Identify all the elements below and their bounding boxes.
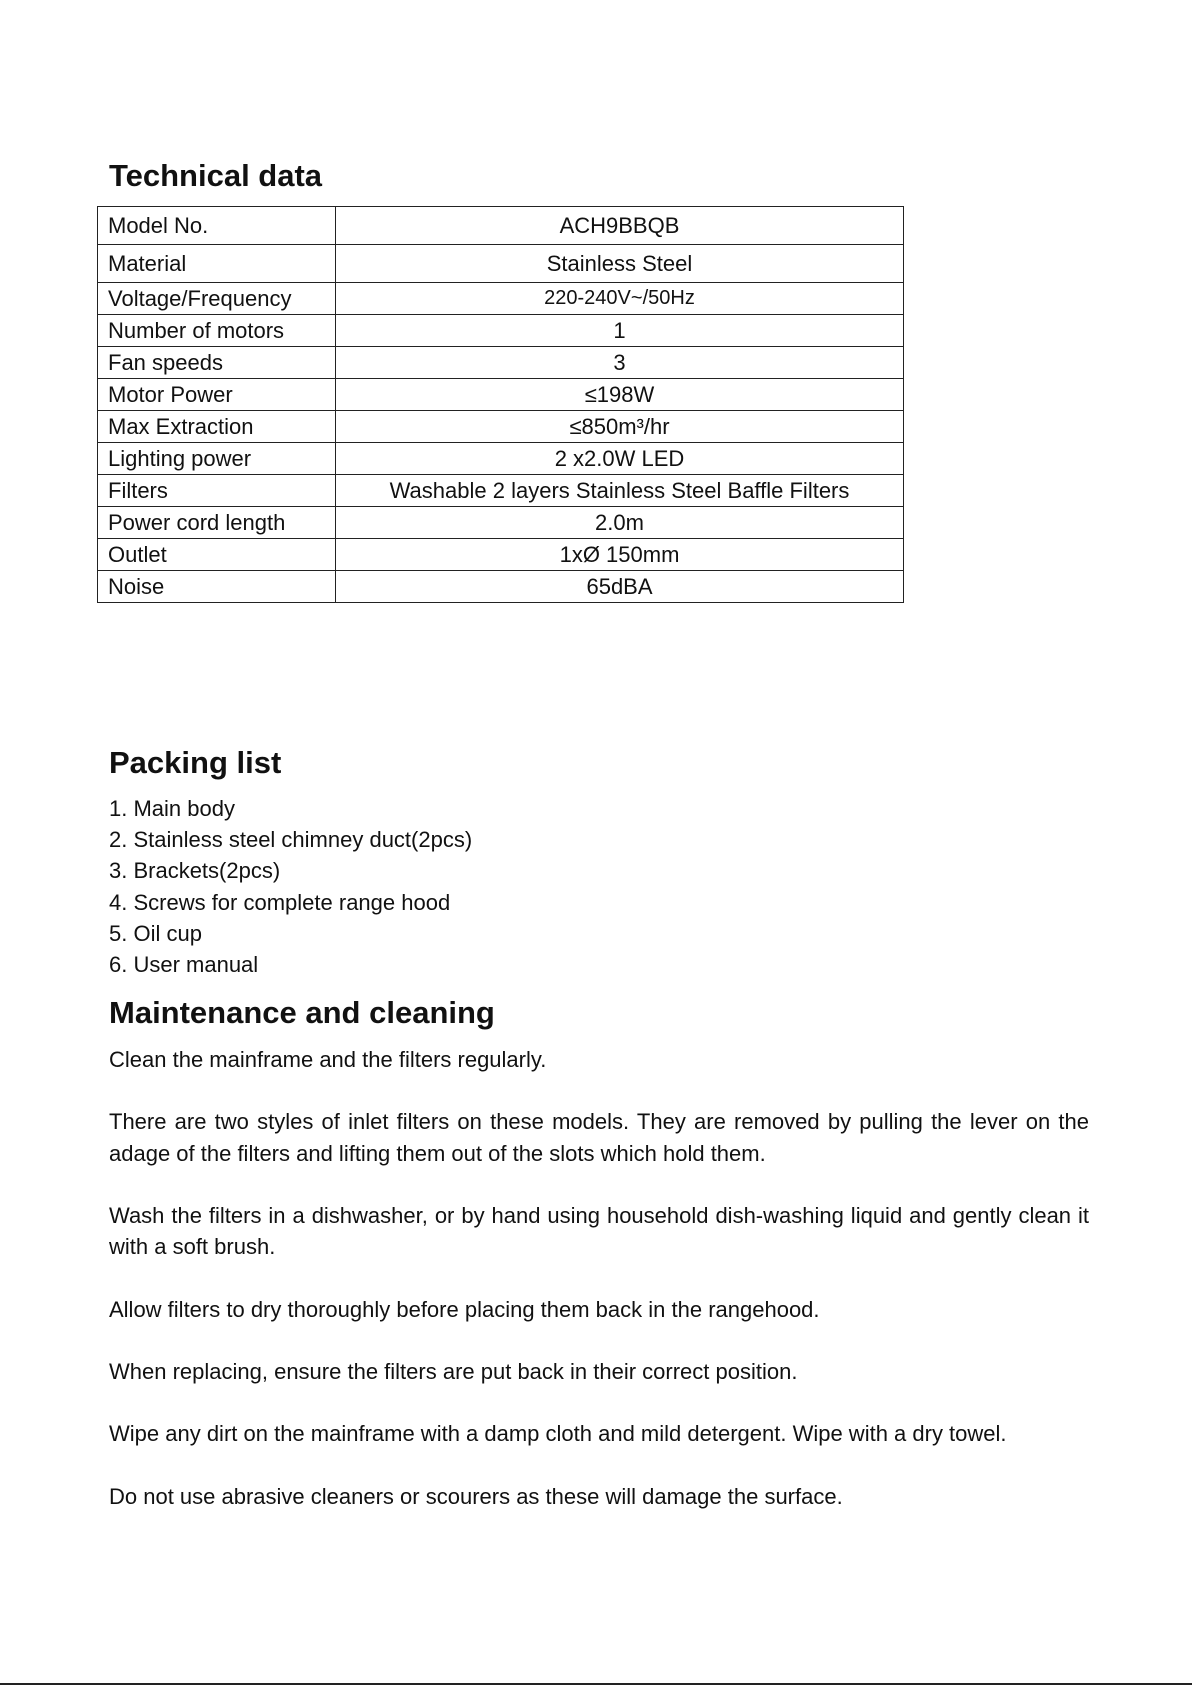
spec-label: Lighting power [98,443,336,475]
spec-value: 1 [336,315,904,347]
packing-list-heading: Packing list [109,745,282,780]
technical-data-table [97,206,904,603]
spec-label: Filters [98,475,336,507]
spec-label: Model No. [98,207,336,245]
spec-value: ≤198W [336,379,904,411]
paragraph: Clean the mainframe and the filters regularly. [109,1047,547,1072]
list-item: 5. Oil cup [109,920,202,946]
spec-value: 220-240V~/50Hz [336,283,904,315]
spec-value: Washable 2 layers Stainless Steel Baffle Filters [336,475,904,507]
table-row [98,283,904,315]
spec-value: Stainless Steel [336,245,904,283]
technical-data-heading: Technical data [109,158,323,193]
maintenance-text [109,1044,1089,1543]
paragraph: There are two styles of inlet filters on these models. They are removed by pulling the lever on the adage of the filters and lifting them out of the slots which hold them. [109,1109,1089,1166]
paragraph: Wipe any dirt on the mainframe with a damp cloth and mild detergent. Wipe with a dry towel. [109,1421,1007,1447]
list-item: 3. Brackets(2pcs) [109,858,281,884]
table-row [98,507,904,539]
paragraph: Allow filters to dry thoroughly before placing them back in the rangehood. [109,1296,820,1322]
spec-label: Fan speeds [98,347,336,379]
list-item: 6. User manual [109,952,259,978]
table-row [98,411,904,443]
spec-label: Number of motors [98,315,336,347]
spec-value: ≤850m³/hr [336,411,904,443]
spec-value: 2.0m [336,507,904,539]
paragraph: When replacing, ensure the filters are put back in their correct position. [109,1358,798,1384]
paragraph: Wash the filters in a dishwasher, or by hand using household dish-washing liquid and gently clean it with a soft brush. [109,1202,1089,1260]
table-row [98,475,904,507]
spec-label: Max Extraction [98,411,336,443]
table-row [98,379,904,411]
paragraph: Do not use abrasive cleaners or scourers as these will damage the surface. [109,1483,843,1509]
spec-value: 3 [336,347,904,379]
packing-list [109,793,472,980]
spec-value: 2 x2.0W LED [336,443,904,475]
list-item: 4. Screws for complete range hood [109,889,451,915]
spec-label: Outlet [98,539,336,571]
table-row [98,539,904,571]
spec-label: Voltage/Frequency [98,283,336,315]
spec-value: ACH9BBQB [336,207,904,245]
table-row [98,315,904,347]
list-item: 1. Main body [109,796,235,821]
table-row [98,245,904,283]
spec-label: Material [98,245,336,283]
table-row [98,207,904,245]
table-row [98,443,904,475]
spec-value: 65dBA [336,571,904,603]
spec-value: 1xØ 150mm [336,539,904,571]
table-row [98,347,904,379]
spec-label: Motor Power [98,379,336,411]
list-item: 2. Stainless steel chimney duct(2pcs) [109,827,473,853]
table-row [98,571,904,603]
spec-label: Noise [98,571,336,603]
spec-label: Power cord length [98,507,336,539]
maintenance-heading: Maintenance and cleaning [109,995,495,1030]
